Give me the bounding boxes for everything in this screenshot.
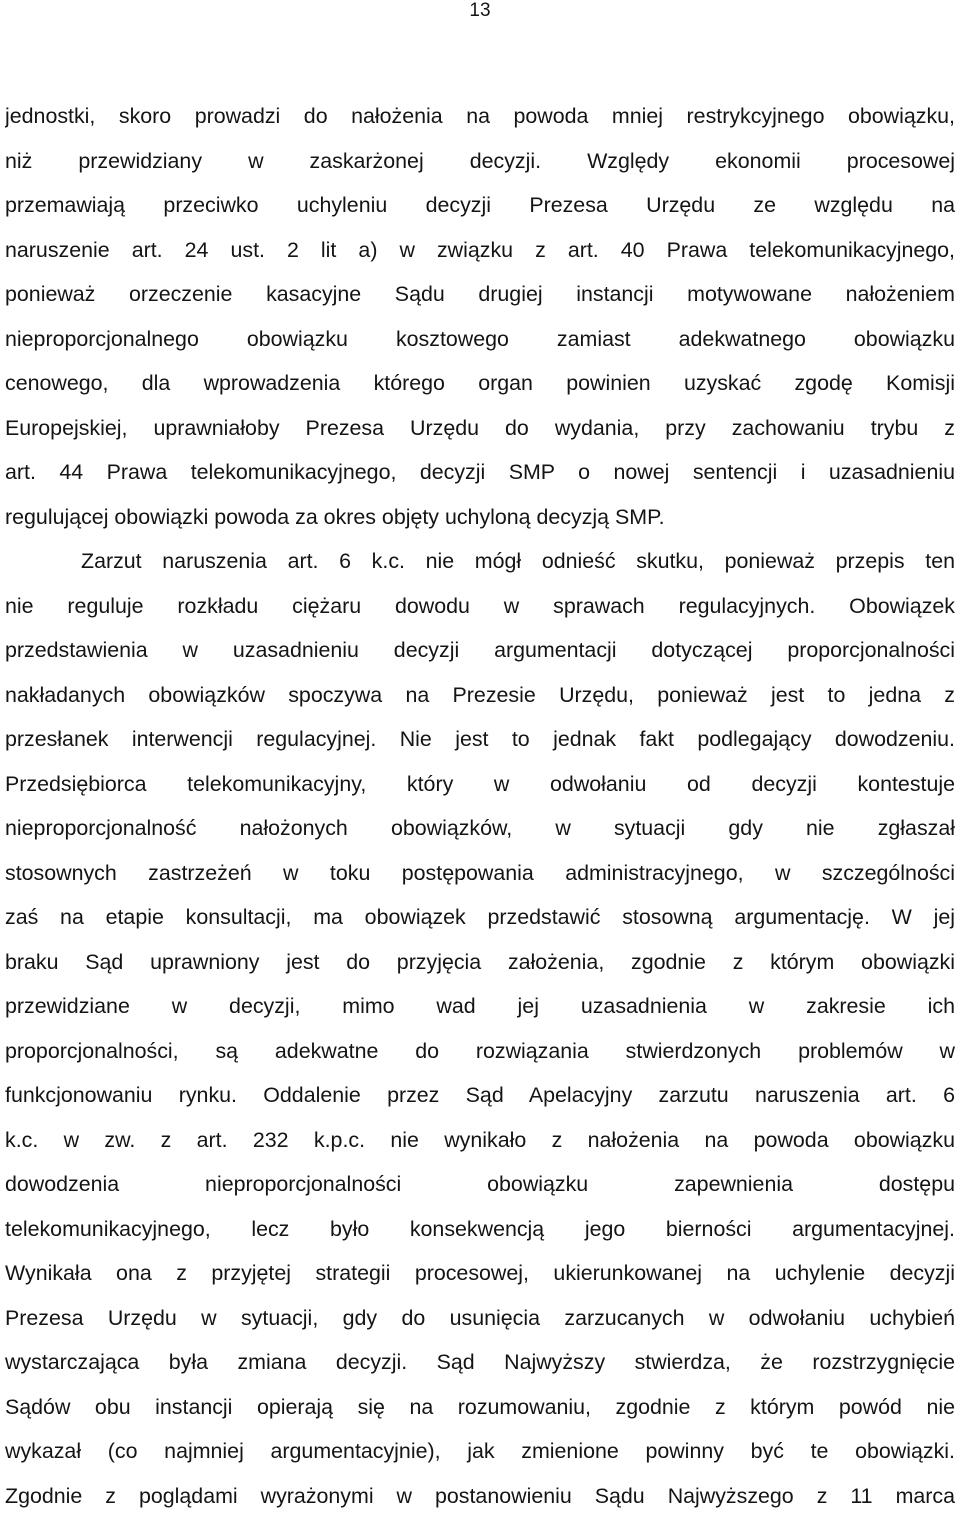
text-line: art. 44 Prawa telekomunikacyjnego, decyzji SMP o nowej sentencji i uzasadnieniu <box>5 450 955 495</box>
text-line: telekomunikacyjnego, lecz było konsekwencją jego bierności argumentacyjnej. <box>5 1207 955 1252</box>
text-line: Europejskiej, uprawniałoby Prezesa Urzędu do wydania, przy zachowaniu trybu z <box>5 406 955 451</box>
text-line: przewidziane w decyzji, mimo wad jej uzasadnienia w zakresie ich <box>5 984 955 1029</box>
text-line: braku Sąd uprawniony jest do przyjęcia założenia, zgodnie z którym obowiązki <box>5 940 955 985</box>
text-line: Zarzut naruszenia art. 6 k.c. nie mógł odnieść skutku, ponieważ przepis ten <box>5 539 955 584</box>
text-line: wykazał (co najmniej argumentacyjnie), jak zmienione powinny być te obowiązki. <box>5 1429 955 1474</box>
text-line: Przedsiębiorca telekomunikacyjny, który w odwołaniu od decyzji kontestuje <box>5 762 955 807</box>
text-line: jednostki, skoro prowadzi do nałożenia na powoda mniej restrykcyjnego obowiązku, <box>5 94 955 139</box>
text-line: cenowego, dla wprowadzenia którego organ powinien uzyskać zgodę Komisji <box>5 361 955 406</box>
text-line: nieproporcjonalnego obowiązku kosztowego zamiast adekwatnego obowiązku <box>5 317 955 362</box>
text-line: nieproporcjonalność nałożonych obowiązków, w sytuacji gdy nie zgłaszał <box>5 806 955 851</box>
page-number: 13 <box>0 0 960 22</box>
text-line: Zgodnie z poglądami wyrażonymi w postanowieniu Sądu Najwyższego z 11 marca <box>5 1474 955 1518</box>
text-line: wystarczająca była zmiana decyzji. Sąd Najwyższy stwierdza, że rozstrzygnięcie <box>5 1340 955 1385</box>
text-line: Prezesa Urzędu w sytuacji, gdy do usunięcia zarzucanych w odwołaniu uchybień <box>5 1296 955 1341</box>
document-body <box>5 94 955 1518</box>
text-line: niż przewidziany w zaskarżonej decyzji. Względy ekonomii procesowej <box>5 139 955 184</box>
text-line: proporcjonalności, są adekwatne do rozwiązania stwierdzonych problemów w <box>5 1029 955 1074</box>
text-line: Sądów obu instancji opierają się na rozumowaniu, zgodnie z którym powód nie <box>5 1385 955 1430</box>
text-line: naruszenie art. 24 ust. 2 lit a) w związku z art. 40 Prawa telekomunikacyjnego, <box>5 228 955 273</box>
text-line: nie reguluje rozkładu ciężaru dowodu w sprawach regulacyjnych. Obowiązek <box>5 584 955 629</box>
text-line: zaś na etapie konsultacji, ma obowiązek przedstawić stosowną argumentację. W jej <box>5 895 955 940</box>
text-line: k.c. w zw. z art. 232 k.p.c. nie wynikało z nałożenia na powoda obowiązku <box>5 1118 955 1163</box>
text-line: ponieważ orzeczenie kasacyjne Sądu drugiej instancji motywowane nałożeniem <box>5 272 955 317</box>
text-line: przemawiają przeciwko uchyleniu decyzji Prezesa Urzędu ze względu na <box>5 183 955 228</box>
text-line: funkcjonowaniu rynku. Oddalenie przez Sąd Apelacyjny zarzutu naruszenia art. 6 <box>5 1073 955 1118</box>
text-line: nakładanych obowiązków spoczywa na Prezesie Urzędu, ponieważ jest to jedna z <box>5 673 955 718</box>
text-line: Wynikała ona z przyjętej strategii procesowej, ukierunkowanej na uchylenie decyzji <box>5 1251 955 1296</box>
text-line: stosownych zastrzeżeń w toku postępowania administracyjnego, w szczególności <box>5 851 955 896</box>
text-line: regulującej obowiązki powoda za okres objęty uchyloną decyzją SMP. <box>5 495 955 540</box>
text-line: przesłanek interwencji regulacyjnej. Nie jest to jednak fakt podlegający dowodzeniu. <box>5 717 955 762</box>
text-line: dowodzenia nieproporcjonalności obowiązku zapewnienia dostępu <box>5 1162 955 1207</box>
text-line: przedstawienia w uzasadnieniu decyzji argumentacji dotyczącej proporcjonalności <box>5 628 955 673</box>
